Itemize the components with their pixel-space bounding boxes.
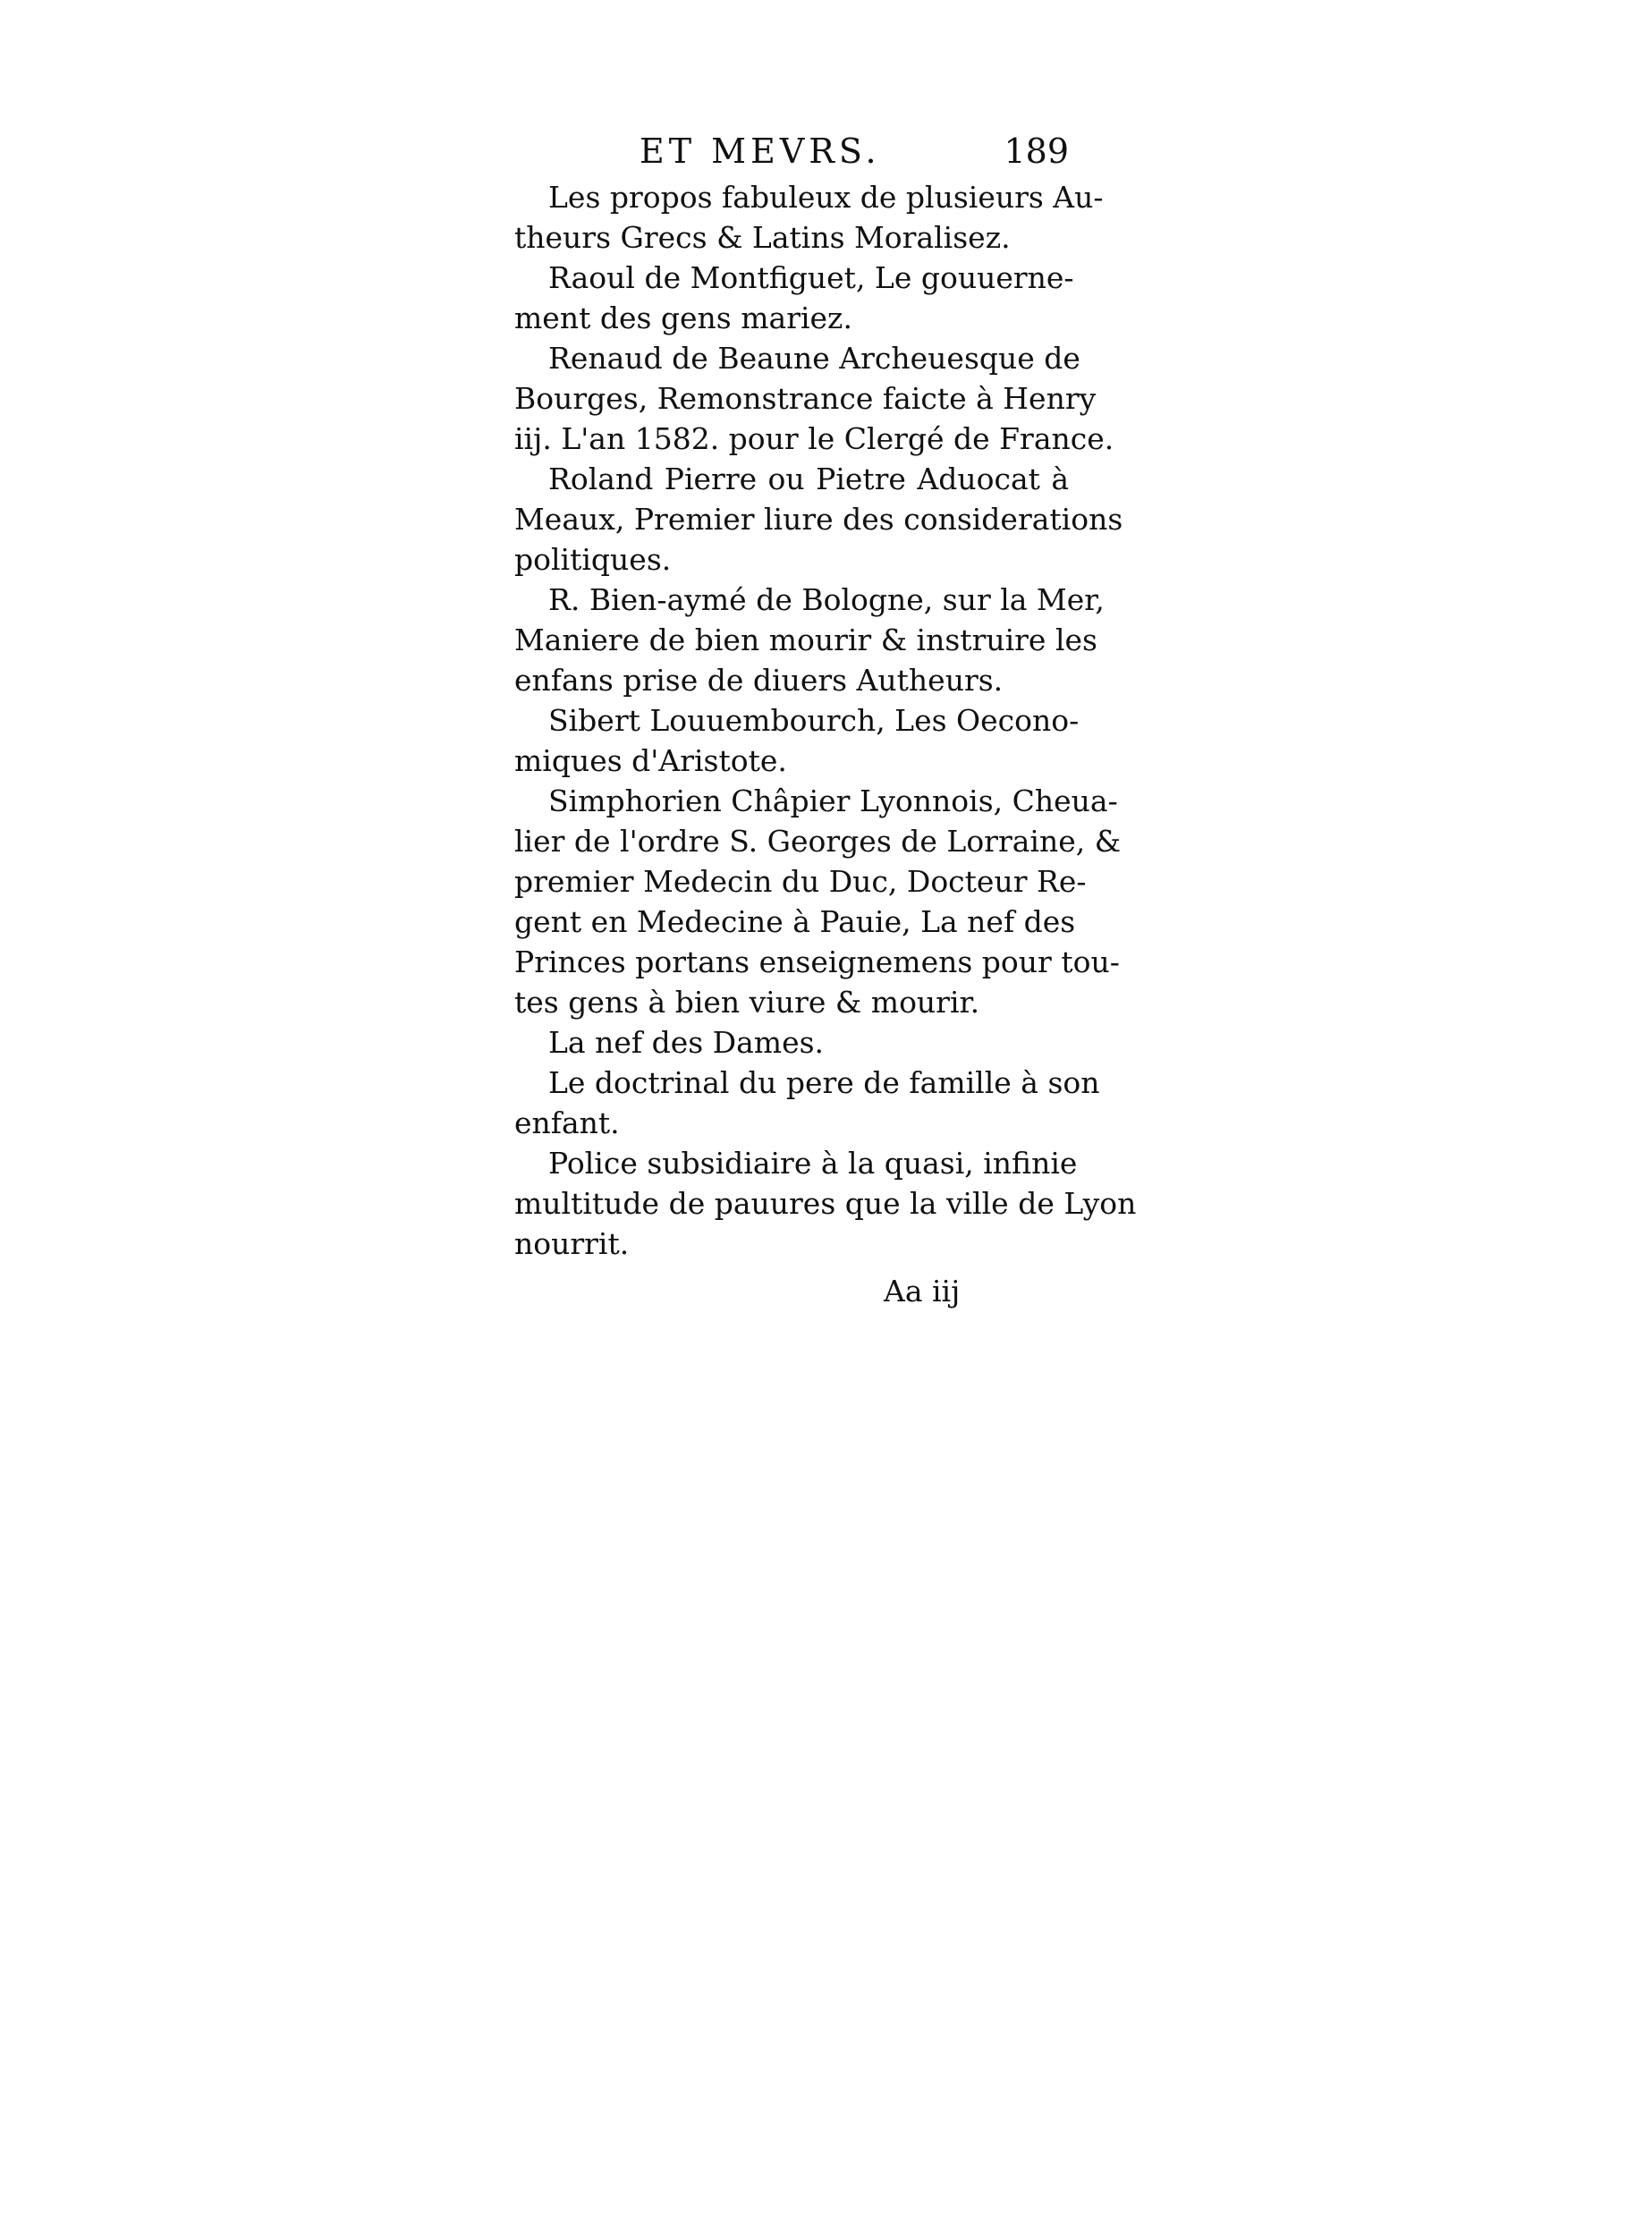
entry-line: tes gens à bien viure & mourir. <box>514 985 980 1020</box>
entry-line: Princes portans enseignemens pour tou- <box>514 944 1120 979</box>
entry-line: enfant. <box>514 1105 620 1140</box>
entry-line: multitude de pauures que la ville de Lyon <box>514 1186 1137 1221</box>
page-number: 189 <box>1004 131 1069 171</box>
entry-line: La nef des Dames. <box>548 1025 825 1060</box>
entry-line: theurs Grecs & Latins Moralisez. <box>514 220 1011 255</box>
entry-line: Roland Pierre ou Pietre Aduocat à <box>548 462 1069 496</box>
page-text-block <box>514 125 1137 1314</box>
entry-line: Simphorien Châpier Lyonnois, Cheua- <box>548 783 1118 818</box>
entry-line: miques d'Aristote. <box>514 743 787 778</box>
entry-line: Raoul de Montfiguet, Le gouuerne- <box>548 260 1074 295</box>
entry-line: Maniere de bien mourir & instruire les <box>514 623 1097 657</box>
entry-line: R. Bien-aymé de Bologne, sur la Mer, <box>548 582 1105 617</box>
entry-line: iij. L'an 1582. pour le Clergé de France. <box>514 421 1114 456</box>
entry-line: politiques. <box>514 542 672 577</box>
entry-line: premier Medecin du Duc, Docteur Re- <box>514 864 1087 899</box>
signature-mark-text: Aa iij <box>884 1274 961 1309</box>
entry-line: Le doctrinal du pere de famille à son <box>548 1065 1100 1100</box>
signature-mark <box>514 1269 1069 1314</box>
entry-line: Police subsidiaire à la quasi, infinie <box>548 1146 1078 1181</box>
bibliography-entries <box>514 177 1137 1264</box>
entry-line: nourrit. <box>514 1226 630 1261</box>
entry-line: gent en Medecine à Pauie, La nef des <box>514 904 1076 939</box>
entry-line: Les propos fabuleux de plusieurs Au- <box>548 180 1104 215</box>
entry-line: lier de l'ordre S. Georges de Lorraine, & <box>514 824 1122 859</box>
entry-line: enfans prise de diuers Autheurs. <box>514 663 1004 698</box>
entry-line: Meaux, Premier liure des considerations <box>514 502 1123 537</box>
entry-line: ment des gens mariez. <box>514 301 852 335</box>
entry-line: Bourges, Remonstrance faicte à Henry <box>514 381 1097 416</box>
entry-line: Renaud de Beaune Archeuesque de <box>548 341 1080 376</box>
running-head <box>514 125 1069 177</box>
entry-line: Sibert Louuembourch, Les Oecono- <box>548 703 1080 738</box>
running-title: ET MEVRS. <box>640 131 881 171</box>
